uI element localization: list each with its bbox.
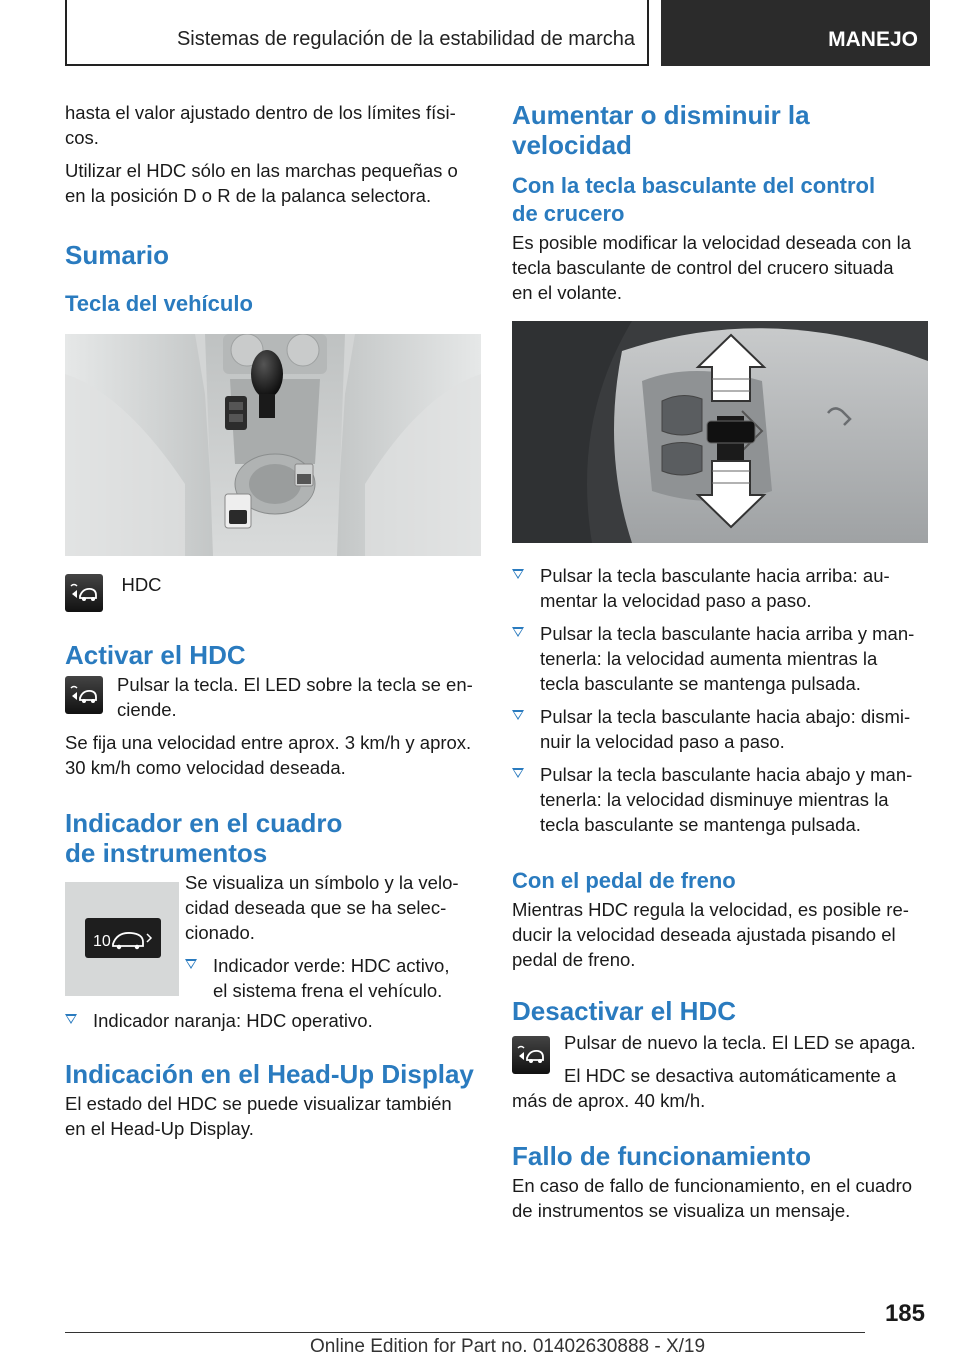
list-item: Pulsar la tecla basculante hacia arriba: au- mentar la velocidad paso a paso. — [512, 563, 928, 613]
header-section: MANEJO — [828, 28, 918, 51]
heading-indicador: Indicador en el cuadro de instrumentos — [65, 808, 343, 868]
bullet-triangle-icon — [512, 710, 524, 720]
naranja-bullet — [65, 1008, 481, 1033]
fallo-paragraph: En caso de fallo de funcionamiento, en el cuadro de instrumentos se visualiza un mensaje. — [512, 1175, 913, 1221]
hdc-button-icon — [512, 1036, 550, 1074]
bullet-triangle-icon — [512, 569, 524, 579]
desactivar-row — [512, 1030, 928, 1113]
hdc-legend-row — [65, 574, 481, 614]
center-console-illustration — [65, 334, 481, 556]
indicador-block — [65, 870, 481, 1010]
hud-paragraph: El estado del HDC se puede visualizar también en el Head-Up Display. — [65, 1093, 452, 1139]
indicador-text: Se visualiza un símbolo y la velo- cidad deseada que se ha selec- cionado. Indicador verde: HDC activo, el sistema frena el vehículo. — [185, 870, 481, 1003]
heading-desactivar-hdc: Desactivar el HDC — [512, 996, 736, 1026]
desactivar-line-2: El HDC se desactiva automáticamente a — [564, 1065, 897, 1086]
heading-tecla-basculante: Con la tecla basculante del control de crucero — [512, 173, 876, 226]
heading-sumario: Sumario — [65, 240, 170, 270]
header-title: Sistemas de regulación de la estabilidad de marcha — [176, 28, 635, 50]
activar-row — [65, 672, 481, 722]
intro-paragraph-2: Utilizar el HDC sólo en las marchas pequeñas o en la posición D o R de la palanca selectora. — [65, 160, 458, 206]
velocidad-paragraph: Se fija una velocidad entre aprox. 3 km/h y aprox. 30 km/h como velocidad deseada. — [65, 732, 472, 778]
hdc-button-icon — [65, 676, 103, 714]
hdc-button-icon — [65, 574, 103, 612]
intro-paragraph-1: hasta el valor ajustado dentro de los límites físi- cos. — [65, 102, 456, 148]
heading-pedal-freno: Con el pedal de freno — [512, 868, 736, 893]
hdc-label: HDC — [121, 574, 162, 595]
cluster-indicator-image — [65, 882, 179, 996]
footer-divider — [65, 1332, 865, 1333]
page-header — [65, 0, 930, 66]
bullet-triangle-icon — [512, 768, 524, 778]
heading-head-up: Indicación en el Head-Up Display — [65, 1059, 474, 1089]
bullet-triangle-icon — [65, 1014, 77, 1024]
heading-tecla-vehiculo: Tecla del vehículo — [65, 291, 253, 316]
list-item: Indicador verde: HDC activo, el sistema frena el vehículo. — [185, 953, 481, 1003]
list-item: Pulsar la tecla basculante hacia abajo y man- tenerla: la velocidad disminuye mientras la tecla basculante se mantenga pulsada. — [512, 762, 928, 837]
header-section-box — [661, 0, 930, 66]
header-title-box — [65, 0, 649, 66]
center-console-photo — [65, 334, 481, 556]
activar-text: Pulsar la tecla. El LED sobre la tecla se en- ciende. — [117, 674, 473, 720]
desactivar-line-1: Pulsar de nuevo la tecla. El LED se apaga. — [564, 1032, 916, 1053]
list-item: Indicador naranja: HDC operativo. — [65, 1008, 481, 1033]
list-item: Pulsar la tecla basculante hacia arriba y man- tenerla: la velocidad aumenta mientras la tecla basculante se mantenga pulsada. — [512, 621, 928, 696]
bullet-triangle-icon — [185, 959, 197, 969]
steering-wheel-photo — [512, 321, 928, 543]
indicador-bullets — [185, 953, 481, 1003]
right-column — [512, 100, 928, 1223]
rocker-bullets — [512, 563, 928, 837]
heading-activar-hdc: Activar el HDC — [65, 640, 246, 670]
freno-paragraph: Mientras HDC regula la velocidad, es posible re- ducir la velocidad deseada ajustada pisando el pedal de freno. — [512, 899, 909, 970]
bullet-triangle-icon — [512, 627, 524, 637]
cluster-speed: 10 — [93, 933, 111, 950]
list-item: Pulsar la tecla basculante hacia abajo: dismi- nuir la velocidad paso a paso. — [512, 704, 928, 754]
footer-edition: Online Edition for Part no. 01402630888 - X/19 — [310, 1336, 706, 1357]
left-column — [65, 100, 481, 1141]
heading-aumentar: Aumentar o disminuir la velocidad — [512, 100, 810, 160]
desactivar-line-3: más de aprox. 40 km/h. — [512, 1090, 706, 1111]
page-number: 185 — [884, 1300, 925, 1327]
tecla-paragraph: Es posible modificar la velocidad deseada con la tecla basculante de control del crucero situada en el volante. — [512, 232, 912, 303]
steering-wheel-illustration — [512, 321, 928, 543]
heading-fallo: Fallo de funcionamiento — [512, 1141, 812, 1171]
